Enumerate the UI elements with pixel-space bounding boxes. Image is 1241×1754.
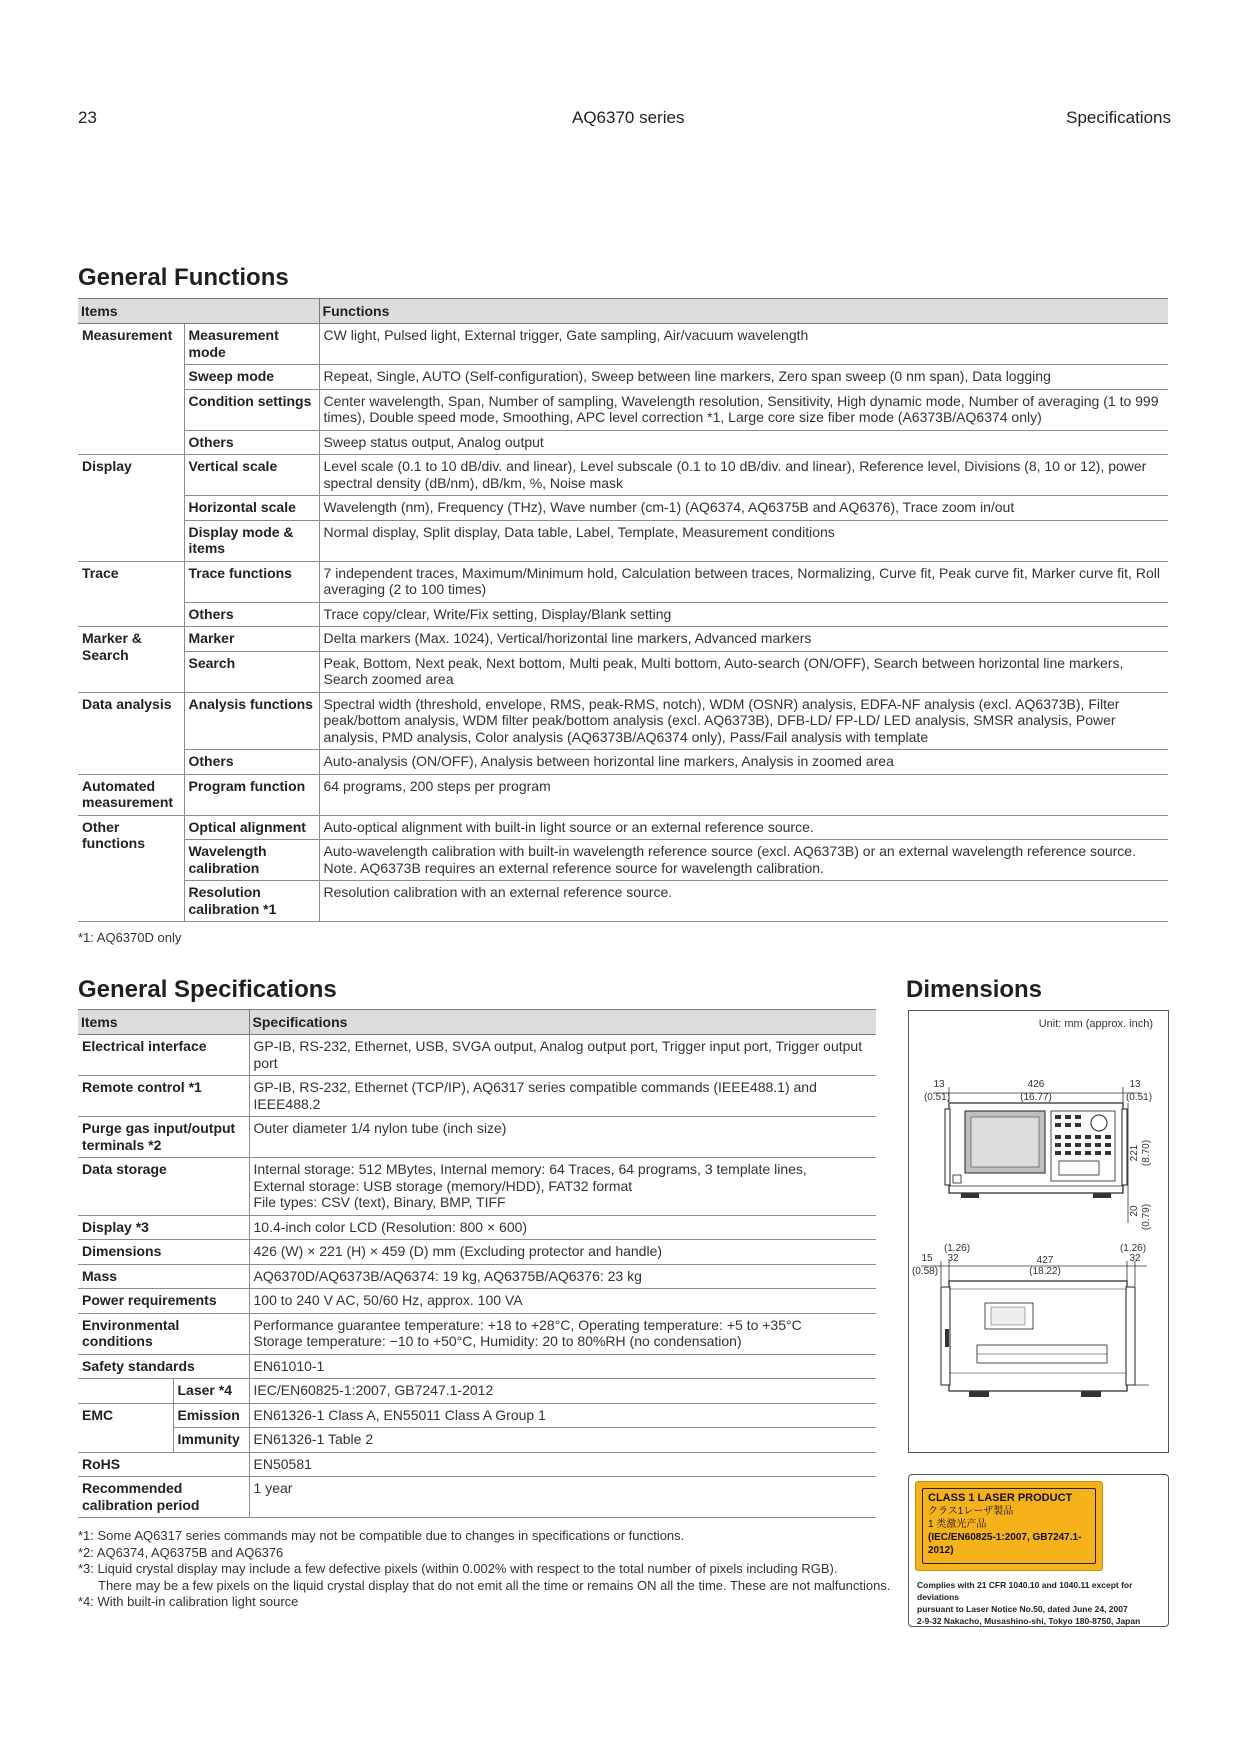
footnote: *2: AQ6374, AQ6375B and AQ6376	[78, 1544, 284, 1560]
table-row	[78, 496, 1168, 521]
section-title: Specifications	[1066, 108, 1171, 127]
group-cell: Marker & Search	[78, 627, 184, 693]
item-cell: Trace functions	[184, 561, 319, 602]
page-number: 23	[78, 108, 97, 127]
function-cell: 7 independent traces, Maximum/Minimum hold, Calculation between traces, Normalizing, Curve fit, Peak curve fit, Marker curve fit, Roll averaging (2 to 100 times)	[319, 561, 1168, 602]
sub-item-cell: Emission	[173, 1403, 249, 1428]
item-cell: Dimensions	[78, 1240, 249, 1265]
item-cell: Others	[184, 430, 319, 455]
item-cell: Others	[184, 750, 319, 775]
side-view-instrument	[941, 1281, 1149, 1397]
table-row	[78, 1117, 876, 1158]
table-row	[78, 561, 1168, 602]
compliance-line: pursuant to Laser Notice No.50, dated June 24, 2007	[917, 1604, 1128, 1614]
spec-cell: AQ6370D/AQ6373B/AQ6374: 19 kg, AQ6375B/AQ6376: 23 kg	[249, 1264, 876, 1289]
general-specifications-table	[78, 1009, 876, 1518]
table-row	[78, 881, 1168, 922]
table-row	[78, 1076, 876, 1117]
footnote: *1: Some AQ6317 series commands may not be compatible due to changes in specifications or functions.	[78, 1528, 685, 1543]
table-row	[78, 455, 1168, 496]
group-cell: Trace	[78, 561, 184, 627]
dim-label: 13	[933, 1079, 945, 1090]
spec-cell: EN50581	[249, 1452, 876, 1477]
laser-warning-inner	[922, 1488, 1096, 1564]
laser-class-jp: クラス1レーザ製品	[928, 1506, 1014, 1517]
laser-class-cn: 1 类激光产品	[928, 1519, 987, 1530]
dim-label: (0.58)	[911, 1266, 939, 1277]
table-row	[78, 1215, 876, 1240]
dim-label: (0.79)	[1141, 1203, 1152, 1231]
general-functions-heading: General Functions	[78, 264, 289, 291]
group-cell: Other functions	[78, 815, 184, 922]
dim-label: (16.77)	[1020, 1092, 1052, 1103]
col-specs-header: Specifications	[249, 1010, 876, 1035]
dim-label: (0.51)	[923, 1092, 951, 1103]
spec-cell: EN61010-1	[249, 1354, 876, 1379]
item-cell: Data storage	[78, 1158, 249, 1216]
dim-label: (8.70)	[1141, 1139, 1152, 1167]
spec-cell: Performance guarantee temperature: +18 to +28°C, Operating temperature: +5 to +35°C Storage temperature: −10 to +50°C, Humidity: 20 to 80%RH (no condensation)	[249, 1313, 876, 1354]
function-cell: Delta markers (Max. 1024), Vertical/horizontal line markers, Advanced markers	[319, 627, 1168, 652]
function-cell: Auto-analysis (ON/OFF), Analysis between horizontal line markers, Analysis in zoomed area	[319, 750, 1168, 775]
dimensions-drawing	[908, 1010, 1169, 1453]
table-row	[78, 627, 1168, 652]
laser-class-standard: (IEC/EN60825-1:2007, GB7247.1-2012)	[928, 1532, 1082, 1556]
function-cell: Level scale (0.1 to 10 dB/div. and linear), Level subscale (0.1 to 10 dB/div. and linear), Reference level, Divisions (8, 10 or 12), power spectral density (dB/nm), dB/km, %, Noise mask	[319, 455, 1168, 496]
laser-label-box	[908, 1474, 1169, 1627]
spec-cell: IEC/EN60825-1:2007, GB7247.1-2012	[249, 1379, 876, 1404]
general-specifications-footnotes	[78, 1528, 890, 1611]
table-row	[78, 1264, 876, 1289]
dim-label: (18.22)	[1029, 1266, 1061, 1277]
item-cell: Measurement mode	[184, 324, 319, 365]
table-row	[78, 1452, 876, 1477]
laser-warning-label	[915, 1481, 1103, 1571]
table-row	[78, 1313, 876, 1354]
item-cell: Wavelength calibration	[184, 840, 319, 881]
dim-label: 13	[1129, 1079, 1141, 1090]
item-cell: Marker	[184, 627, 319, 652]
table-row	[78, 520, 1168, 561]
dim-label: 427	[1036, 1255, 1054, 1266]
function-cell: Auto-optical alignment with built-in light source or an external reference source.	[319, 815, 1168, 840]
spec-cell: 1 year	[249, 1477, 876, 1518]
function-cell: Trace copy/clear, Write/Fix setting, Display/Blank setting	[319, 602, 1168, 627]
table-row	[78, 1289, 876, 1314]
dimensions-heading: Dimensions	[906, 976, 1043, 1003]
group-cell: Data analysis	[78, 692, 184, 774]
dim-label: 32	[1129, 1253, 1141, 1264]
table-row	[78, 774, 1168, 815]
item-cell: RoHS	[78, 1452, 249, 1477]
table-row	[78, 1379, 876, 1404]
sub-item-cell: Laser *4	[173, 1379, 249, 1404]
sub-item-cell: Immunity	[173, 1428, 249, 1453]
function-cell: 64 programs, 200 steps per program	[319, 774, 1168, 815]
function-cell: Center wavelength, Span, Number of sampling, Wavelength resolution, Sensitivity, High dynamic mode, Number of averaging (1 to 999 times), Double speed mode, Smoothing, APC level correction *1, Large core size fiber mode (A6373B/AQ6374 only)	[319, 389, 1168, 430]
table-row	[78, 750, 1168, 775]
item-cell: Program function	[184, 774, 319, 815]
item-cell: Others	[184, 602, 319, 627]
table-row	[78, 1240, 876, 1265]
dim-label: (0.51)	[1125, 1092, 1153, 1103]
spec-cell: GP-IB, RS-232, Ethernet (TCP/IP), AQ6317 series compatible commands (IEEE488.1) and IEEE488.2	[249, 1076, 876, 1117]
dim-label: 32	[947, 1253, 959, 1264]
table-row	[78, 1158, 876, 1216]
front-view-instrument	[945, 1103, 1127, 1198]
dim-label: 15	[921, 1253, 933, 1264]
item-cell: Vertical scale	[184, 455, 319, 496]
footnote: There may be a few pixels on the liquid crystal display that do not emit all the time or remains ON all the time. These are not malfunctions.	[98, 1577, 891, 1593]
item-cell: Sweep mode	[184, 365, 319, 390]
item-cell: Environmental conditions	[78, 1313, 249, 1354]
group-cell: Automated measurement	[78, 774, 184, 815]
group-cell	[78, 1379, 173, 1404]
item-cell: Remote control *1	[78, 1076, 249, 1117]
table-row	[78, 430, 1168, 455]
dim-label: (1.26)	[1119, 1243, 1147, 1254]
spec-cell: EN61326-1 Table 2	[249, 1428, 876, 1453]
general-functions-footnote: *1: AQ6370D only	[78, 930, 182, 945]
spec-cell: 10.4-inch color LCD (Resolution: 800 × 600)	[249, 1215, 876, 1240]
dim-label: 221	[1129, 1144, 1140, 1162]
compliance-text	[917, 1579, 1162, 1627]
item-cell: Mass	[78, 1264, 249, 1289]
general-functions-table	[78, 298, 1168, 922]
footnote: *3: Liquid crystal display may include a few defective pixels (within 0.002% with respect to the total number of pixels including RGB).	[78, 1561, 838, 1576]
compliance-line: Complies with 21 CFR 1040.10 and 1040.11 except for deviations	[917, 1580, 1133, 1602]
item-cell: Power requirements	[78, 1289, 249, 1314]
item-cell: Safety standards	[78, 1354, 249, 1379]
general-specifications-heading: General Specifications	[78, 976, 337, 1003]
item-cell: Resolution calibration *1	[184, 881, 319, 922]
table-row	[78, 602, 1168, 627]
table-row	[78, 1354, 876, 1379]
col-items-header: Items	[78, 1010, 249, 1035]
function-cell: Spectral width (threshold, envelope, RMS, peak-RMS, notch), WDM (OSNR) analysis, EDFA-NF analysis (excl. AQ6373B), Filter peak/bottom analysis, WDM filter peak/bottom analysis (excl. AQ6373B), DFB-LD/ FP-LD/ LED analysis, SMSR analysis, Power analysis, PMD analysis, Color analysis (AQ6373B/AQ6374 only), Pass/Fail analysis with template	[319, 692, 1168, 750]
function-cell: Resolution calibration with an external reference source.	[319, 881, 1168, 922]
series-title: AQ6370 series	[572, 108, 685, 127]
table-row	[78, 365, 1168, 390]
general-functions-body	[78, 324, 1168, 922]
table-row	[78, 651, 1168, 692]
table-row	[78, 1428, 876, 1453]
function-cell: Repeat, Single, AUTO (Self-configuration), Sweep between line markers, Zero span sweep (0 nm span), Data logging	[319, 365, 1168, 390]
item-cell: Display *3	[78, 1215, 249, 1240]
spec-cell: Outer diameter 1/4 nylon tube (inch size)	[249, 1117, 876, 1158]
table-row	[78, 324, 1168, 365]
dimensions-svg	[909, 1011, 1168, 1452]
item-cell: Horizontal scale	[184, 496, 319, 521]
table-row	[78, 815, 1168, 840]
spec-cell: GP-IB, RS-232, Ethernet, USB, SVGA output, Analog output port, Trigger input port, Trigger output port	[249, 1035, 876, 1076]
spec-cell: 100 to 240 V AC, 50/60 Hz, approx. 100 VA	[249, 1289, 876, 1314]
group-cell: Display	[78, 455, 184, 562]
function-cell: Peak, Bottom, Next peak, Next bottom, Multi peak, Multi bottom, Auto-search (ON/OFF), Search between horizontal line markers, Search zoomed area	[319, 651, 1168, 692]
dim-label: (1.26)	[943, 1243, 971, 1254]
function-cell: Wavelength (nm), Frequency (THz), Wave number (cm-1) (AQ6374, AQ6375B and AQ6376), Trace zoom in/out	[319, 496, 1168, 521]
unit-label: Unit: mm (approx. inch)	[1038, 1018, 1153, 1030]
table-row	[78, 840, 1168, 881]
laser-class-title: CLASS 1 LASER PRODUCT	[928, 1492, 1073, 1504]
item-cell: Display mode & items	[184, 520, 319, 561]
table-row	[78, 389, 1168, 430]
spec-cell: 426 (W) × 221 (H) × 459 (D) mm (Excluding protector and handle)	[249, 1240, 876, 1265]
function-cell: Normal display, Split display, Data table, Label, Template, Measurement conditions	[319, 520, 1168, 561]
function-cell: CW light, Pulsed light, External trigger, Gate sampling, Air/vacuum wavelength	[319, 324, 1168, 365]
item-cell: Analysis functions	[184, 692, 319, 750]
item-cell: Recommended calibration period	[78, 1477, 249, 1518]
function-cell: Sweep status output, Analog output	[319, 430, 1168, 455]
footnote: *4: With built-in calibration light source	[78, 1594, 299, 1609]
compliance-line: 2-9-32 Nakacho, Musashino-shi, Tokyo 180-8750, Japan	[917, 1616, 1141, 1626]
table-row	[78, 692, 1168, 750]
table-row	[78, 1403, 876, 1428]
dim-label: 20	[1129, 1205, 1140, 1217]
table-row	[78, 1477, 876, 1518]
item-cell: Electrical interface	[78, 1035, 249, 1076]
dim-label: 426	[1027, 1079, 1045, 1090]
function-cell: Auto-wavelength calibration with built-in wavelength reference source (excl. AQ6373B) or an external wavelength reference source. Note. AQ6373B requires an external reference source for wavelength calibration.	[319, 840, 1168, 881]
spec-cell: Internal storage: 512 MBytes, Internal memory: 64 Traces, 64 programs, 3 template lines, External storage: USB storage (memory/HDD), FAT32 format File types: CSV (text), Binary, BMP, TIFF	[249, 1158, 876, 1216]
group-cell: Measurement	[78, 324, 184, 455]
table-row	[78, 1035, 876, 1076]
col-functions-header: Functions	[319, 299, 1168, 324]
item-cell: Purge gas input/output terminals *2	[78, 1117, 249, 1158]
group-cell: EMC	[78, 1403, 173, 1452]
item-cell: Search	[184, 651, 319, 692]
item-cell: Optical alignment	[184, 815, 319, 840]
general-specifications-body	[78, 1035, 876, 1518]
col-items-header: Items	[78, 299, 319, 324]
item-cell: Condition settings	[184, 389, 319, 430]
spec-cell: EN61326-1 Class A, EN55011 Class A Group 1	[249, 1403, 876, 1428]
